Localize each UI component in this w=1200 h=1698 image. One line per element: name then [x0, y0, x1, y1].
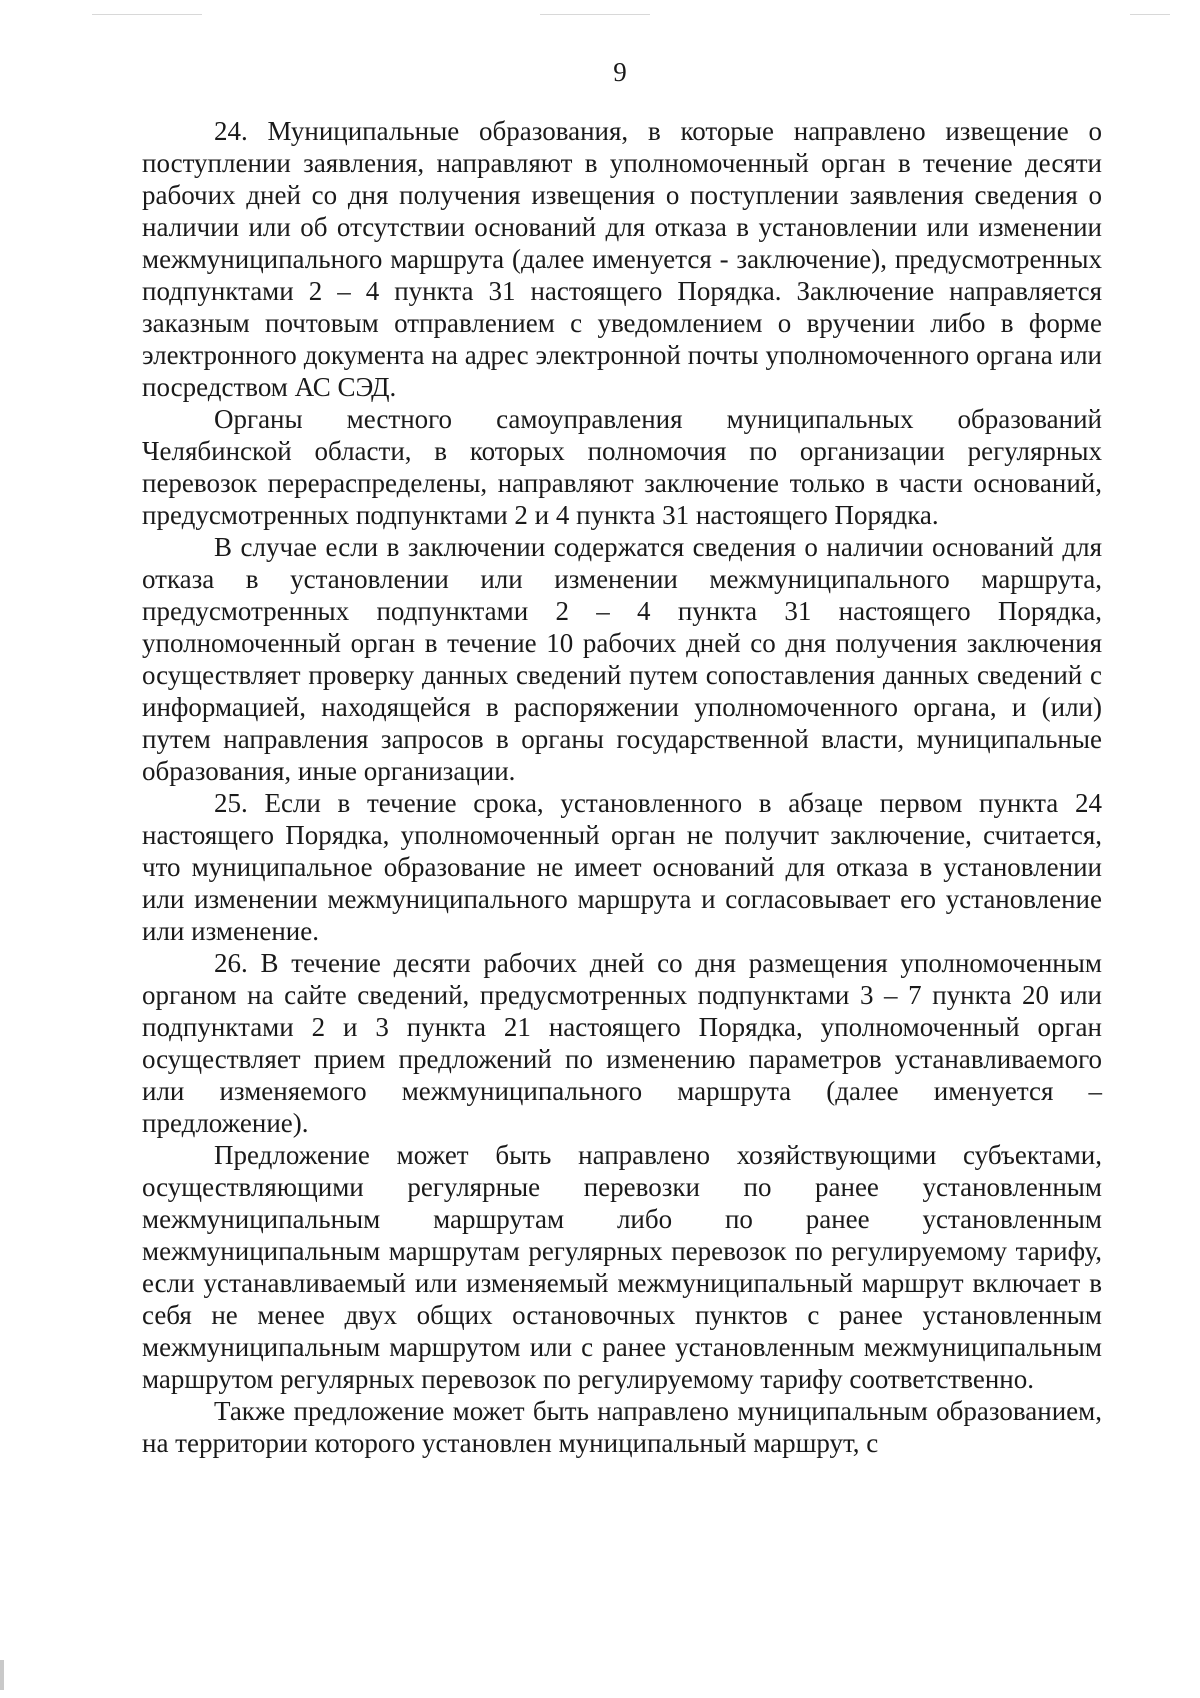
paragraph-proposal-municipal: Также предложение может быть направлено муниципальным образованием, на территории которого установлен муниципальный маршрут, с: [142, 1396, 1102, 1458]
scan-edge-artifact: [0, 1660, 4, 1690]
paragraph-item-24: 24. Муниципальные образования, в которые направлено извещение о поступлении заявления, направляют в уполномоченный орган в течение десяти рабочих дней со дня получения извещения о поступлении заявления сведения о наличии или об отсутствии оснований для отказа в установлении или изменении межмуниципального маршрута (далее именуется - заключение), предусмотренных подпунктами 2 – 4 пункта 31 настоящего Порядка. Заключение направляется заказным почтовым отправлением с уведомлением о вручении либо в форме электронного документа на адрес электронной почты уполномоченного органа или посредством АС СЭД.: [142, 116, 1102, 402]
scan-artifact: [92, 14, 202, 15]
scan-artifact: [540, 14, 650, 15]
document-body: [142, 115, 1102, 1459]
scan-artifact: [1130, 14, 1170, 15]
paragraph-item-25: 25. Если в течение срока, установленного в абзаце первом пункта 24 настоящего Порядка, уполномоченный орган не получит заключение, считается, что муниципальное образование не имеет оснований для отказа в установлении или изменении межмуниципального маршрута и согласовывает его установление или изменение.: [142, 788, 1102, 946]
paragraph-local-authorities: Органы местного самоуправления муниципальных образований Челябинской области, в которых полномочия по организации регулярных перевозок перераспределены, направляют заключение только в части оснований, предусмотренных подпунктами 2 и 4 пункта 31 настоящего Порядка.: [142, 404, 1102, 530]
paragraph-verification: В случае если в заключении содержатся сведения о наличии оснований для отказа в установлении или изменении межмуниципального маршрута, предусмотренных подпунктами 2 – 4 пункта 31 настоящего Порядка, уполномоченный орган в течение 10 рабочих дней со дня получения заключения осуществляет проверку данных сведений путем сопоставления данных сведений с информацией, находящейся в распоряжении уполномоченного органа, и (или) путем направления запросов в органы государственной власти, муниципальные образования, иные организации.: [142, 532, 1102, 786]
paragraph-item-26: 26. В течение десяти рабочих дней со дня размещения уполномоченным органом на сайте сведений, предусмотренных подпунктами 3 – 7 пункта 20 или подпунктами 2 и 3 пункта 21 настоящего Порядка, уполномоченный орган осуществляет прием предложений по изменению параметров устанавливаемого или изменяемого межмуниципального маршрута (далее именуется – предложение).: [142, 948, 1102, 1138]
page-number: 9: [613, 57, 627, 87]
paragraph-proposal-carriers: Предложение может быть направлено хозяйствующими субъектами, осуществляющими регулярные перевозки по ранее установленным межмуниципальным маршрутам либо по ранее установленным межмуниципальным маршрутам регулярных перевозок по регулируемому тарифу, если устанавливаемый или изменяемый межмуниципальный маршрут включает в себя не менее двух общих остановочных пунктов с ранее установленным межмуниципальным маршрутом или с ранее установленным межмуниципальным маршрутом регулярных перевозок по регулируемому тарифу соответственно.: [142, 1140, 1102, 1394]
